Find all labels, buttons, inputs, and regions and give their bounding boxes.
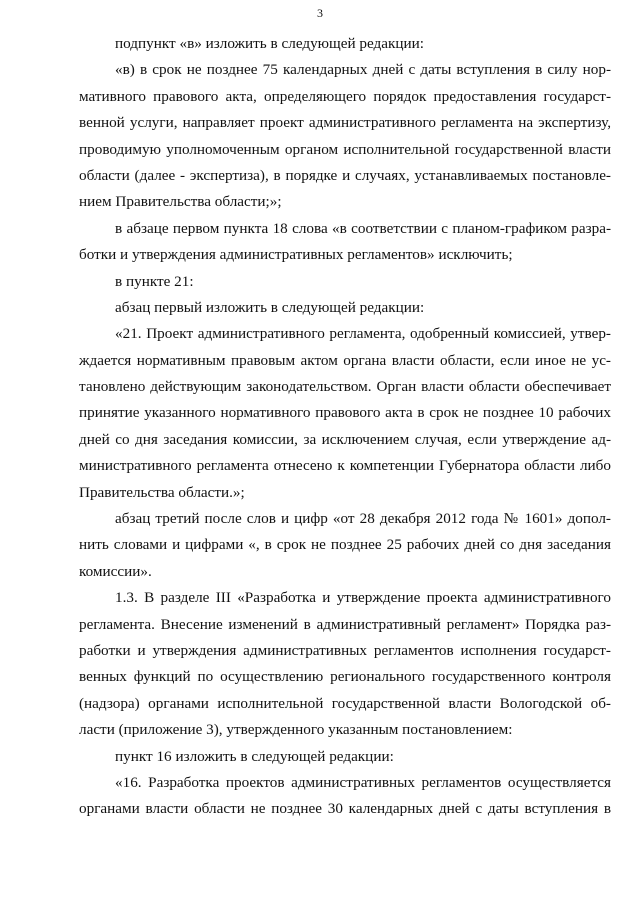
text-line: органами власти области не позднее 30 календарных дней с даты вступления в: [79, 800, 611, 818]
text-line: дней со дня заседания комиссии, за исключением случая, если утверждение ад-: [79, 430, 611, 448]
text-line: области (далее - экспертиза), в порядке и случаях, устанавливаемых постановле-: [79, 166, 611, 184]
text-line: комиссии».: [79, 562, 152, 580]
text-line: ждается нормативным правовым актом органа власти области, если иное не ус-: [79, 351, 611, 369]
text-line: пункт 16 изложить в следующей редакции:: [115, 747, 394, 765]
text-line: «21. Проект административного регламента, одобренный комиссией, утвер-: [115, 325, 611, 343]
text-line: «16. Разработка проектов административных регламентов осуществляется: [115, 773, 611, 791]
text-line: мативного правового акта, определяющего порядок предоставления государст-: [79, 87, 611, 105]
text-line: подпункт «в» изложить в следующей редакции:: [115, 35, 424, 52]
text-line: принятие указанного нормативного правового акта в срок не позднее 10 рабочих: [79, 404, 611, 422]
text-line: «в) в срок не позднее 75 календарных дней с даты вступления в силу нор-: [115, 61, 611, 79]
page-number: 3: [317, 6, 323, 20]
text-line: работки и утверждения административных регламентов исполнения государст-: [79, 641, 611, 659]
text-line: венной услуги, направляет проект административного регламента на экспертизу,: [79, 114, 611, 132]
document-body: [79, 31, 611, 823]
text-line: (надзора) органами исполнительной государственной власти Вологодской об-: [79, 694, 611, 712]
text-line: в абзаце первом пункта 18 слова «в соответствии с планом-графиком разра-: [115, 219, 611, 237]
text-line: Правительства области.»;: [79, 483, 245, 501]
text-line: венных функций по осуществлению регионального государственного контроля: [79, 668, 611, 686]
text-line: регламента. Внесение изменений в административный регламент» Порядка раз-: [79, 615, 611, 633]
text-line: абзац первый изложить в следующей редакции:: [115, 298, 425, 316]
text-line: 1.3. В разделе III «Разработка и утверждение проекта административного: [115, 589, 611, 607]
text-line: абзац третий после слов и цифр «от 28 декабря 2012 года № 1601» допол-: [115, 510, 611, 528]
text-line: министративного регламента отнесено к компетенции Губернатора области либо: [79, 457, 611, 475]
text-line: проводимую уполномоченным органом исполнительной государственной власти: [79, 140, 611, 158]
text-line: в пункте 21:: [115, 272, 194, 290]
text-line: ботки и утверждения административных регламентов» исключить;: [79, 246, 513, 264]
text-line: нить словами и цифрами «, в срок не позднее 25 рабочих дней со дня заседания: [79, 536, 611, 554]
text-line: тановлено действующим законодательством. Орган власти области обеспечивает: [79, 378, 611, 396]
text-line: нием Правительства области;»;: [79, 193, 282, 211]
text-line: ласти (приложение 3), утвержденного указанным постановлением:: [79, 721, 513, 739]
